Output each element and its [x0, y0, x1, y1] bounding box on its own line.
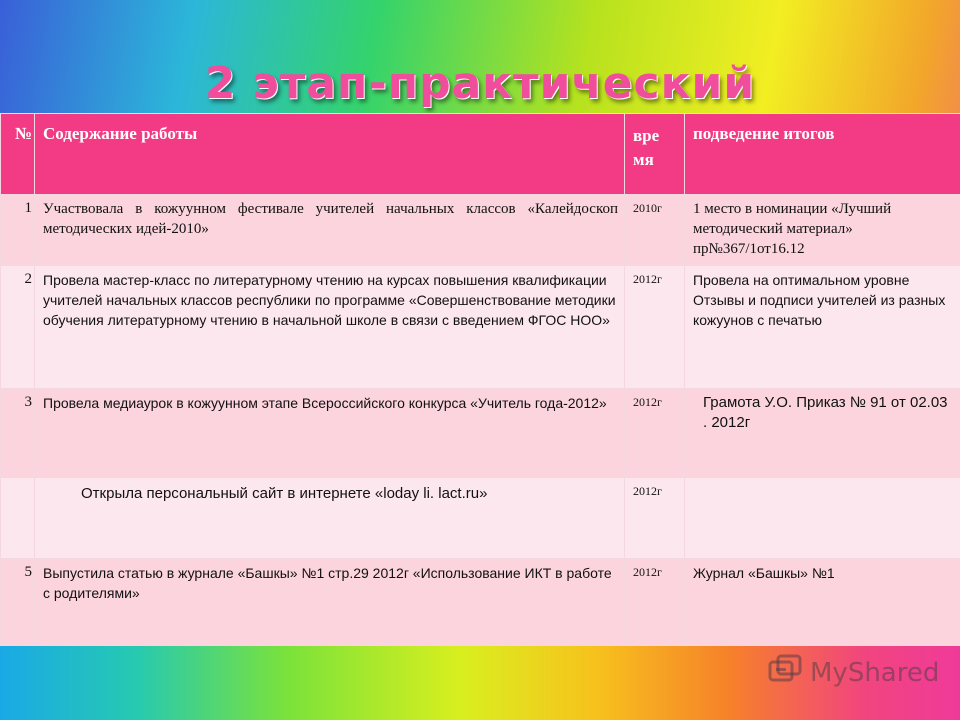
table-row: [1, 559, 960, 646]
header-result: подведение итогов: [685, 114, 960, 195]
row-result: [685, 478, 960, 559]
header-time-label: время: [633, 126, 660, 169]
table-row: [1, 266, 960, 389]
activities-table: [0, 113, 960, 646]
row-content: Участвовала в кожуунном фестивале учителей начальных классов «Калейдоскоп методических идей-2010»: [35, 195, 625, 266]
row-result: Провела на оптимальном уровне Отзывы и подписи учителей из разных кожуунов с печатью: [685, 266, 960, 389]
table-row: [1, 389, 960, 478]
header-number: №: [1, 114, 35, 195]
table-row: [1, 478, 960, 559]
myshared-watermark: [768, 656, 939, 690]
row-result: Грамота У.О. Приказ № 91 от 02.03 . 2012г: [685, 389, 960, 478]
myshared-logo-icon: [768, 654, 810, 693]
row-year: 2012г: [625, 389, 685, 478]
row-year: 2012г: [625, 478, 685, 559]
header-content: Содержание работы: [35, 114, 625, 195]
row-content: Провела медиаурок в кожуунном этапе Всероссийского конкурса «Учитель года-2012»: [35, 389, 625, 478]
row-number: 5: [1, 559, 35, 646]
row-number: 1: [1, 195, 35, 266]
table-row: [1, 195, 960, 266]
slide-title: 2 этап-практический: [204, 58, 756, 109]
row-content: Выпустила статью в журнале «Башкы» №1 стр.29 2012г «Использование ИКТ в работе с родителями»: [35, 559, 625, 646]
row-year: 2012г: [625, 559, 685, 646]
row-result: 1 место в номинации «Лучший методический материал» пр№367/1от16.12: [685, 195, 960, 266]
watermark-text: MyShared: [810, 658, 940, 688]
row-content: Открыла персональный сайт в интернете «loday li. lact.ru»: [35, 478, 625, 559]
table-header-row: [1, 114, 960, 195]
row-number: 3: [1, 389, 35, 478]
row-number: [1, 478, 35, 559]
row-result: Журнал «Башкы» №1: [685, 559, 960, 646]
row-year: 2012г: [625, 266, 685, 389]
row-content: Провела мастер-класс по литературному чтению на курсах повышения квалификации учителей начальных классов республики по программе «Совершенствование методики обучения литературному чтению в начальной школе в связи с введением ФГОС НОО»: [35, 266, 625, 389]
row-number: 2: [1, 266, 35, 389]
row-year: 2010г: [625, 195, 685, 266]
header-time: [625, 114, 685, 195]
